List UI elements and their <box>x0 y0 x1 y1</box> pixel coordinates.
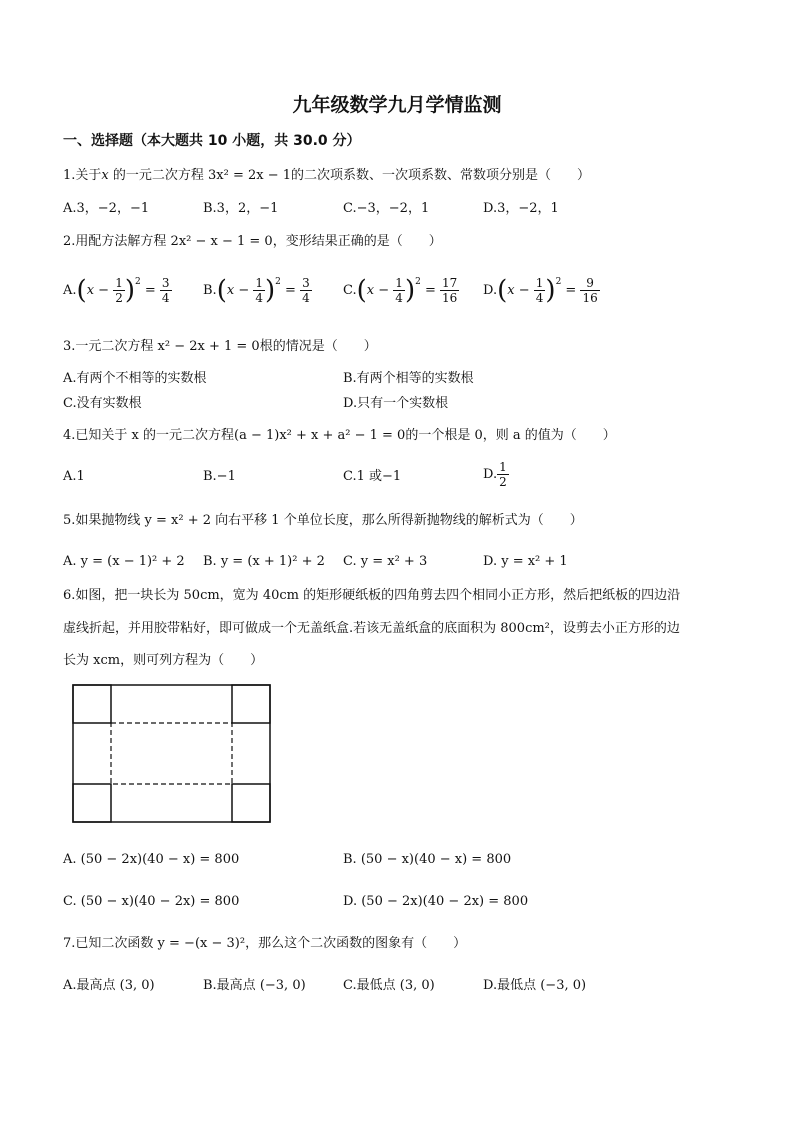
q7-option-b[interactable]: B.最高点 (−3, 0) <box>203 978 306 993</box>
q1-variable: x <box>101 168 109 183</box>
corner-square-bottom-left <box>73 784 111 822</box>
question-7: 7.已知二次函数 y = −(x − 3)²，那么这个二次函数的图象有（ ） <box>63 936 467 951</box>
q6-option-b[interactable]: B. (50 − x)(40 − x) = 800 <box>343 852 512 867</box>
q1-mid: 的一元二次方程 <box>108 168 209 183</box>
question-6-line-1: 6.如图，把一块长为 50cm，宽为 40cm 的矩形硬纸板的四角剪去四个相同小正方形，然后把纸板的四边沿 <box>63 588 681 603</box>
fold-line-rectangle <box>111 723 232 784</box>
q4-option-c[interactable]: C.1 或−1 <box>343 469 402 484</box>
question-6-line-2: 虚线折起，并用胶带粘好，即可做成一个无盖纸盒.若该无盖纸盒的底面积为 800cm²，设剪去小正方形的边 <box>63 621 680 636</box>
q7-equation: y = −(x − 3)² <box>157 936 246 951</box>
q1-option-c[interactable]: C.−3，−2，1 <box>343 201 430 216</box>
q5-option-a[interactable]: A. y = (x − 1)² + 2 <box>63 554 185 569</box>
q6-option-d[interactable]: D. (50 − 2x)(40 − 2x) = 800 <box>343 894 529 909</box>
q1-equation: 3x² = 2x − 1 <box>208 168 292 183</box>
corner-square-top-left <box>73 685 111 723</box>
q5-option-d[interactable]: D. y = x² + 1 <box>483 554 568 569</box>
q3-option-c[interactable]: C.没有实数根 <box>63 396 142 411</box>
cardboard-figure <box>72 684 272 824</box>
q2-option-a[interactable]: A.(x − $\frac{1}{2}$ )$^2$ = $\frac{3}{4}$ <box>63 275 170 306</box>
q4-equation: (a − 1)x² + x + a² − 1 = 0 <box>234 428 406 443</box>
outer-rectangle <box>73 685 270 822</box>
q5-option-c[interactable]: C. y = x² + 3 <box>343 554 428 569</box>
q1-prefix: 1.关于 <box>63 168 102 183</box>
corner-square-top-right <box>232 685 270 723</box>
q5-equation: y = x² + 2 <box>144 513 212 528</box>
q5-option-b[interactable]: B. y = (x + 1)² + 2 <box>203 554 325 569</box>
q4-option-a[interactable]: A.1 <box>63 469 85 484</box>
q7-option-d[interactable]: D.最低点 (−3, 0) <box>483 978 587 993</box>
question-3: 3.一元二次方程 x² − 2x + 1 = 0根的情况是（ ） <box>63 339 377 354</box>
section-heading: 一、选择题（本大题共 10 小题，共 30.0 分） <box>63 133 361 149</box>
q4-option-b[interactable]: B.−1 <box>203 469 236 484</box>
q1-option-d[interactable]: D.3，−2，1 <box>483 201 559 216</box>
q1-option-a[interactable]: A.3，−2，−1 <box>63 201 150 216</box>
q1-option-b[interactable]: B.3，2，−1 <box>203 201 279 216</box>
question-5: 5.如果抛物线 y = x² + 2 向右平移 1 个单位长度，那么所得新抛物线的解析式为（ ） <box>63 513 583 528</box>
q2-option-c[interactable]: C.(x − $\frac{1}{4}$ )$^2$ = $\frac{17}{16}$ <box>343 275 458 306</box>
q6-option-a[interactable]: A. (50 − 2x)(40 − x) = 800 <box>63 852 240 867</box>
q1-suffix: 的二次项系数、一次项系数、常数项分别是（ ） <box>291 168 591 183</box>
question-2 <box>63 233 442 251</box>
q3-option-d[interactable]: D.只有一个实数根 <box>343 396 449 411</box>
q3-equation: x² − 2x + 1 = 0 <box>157 339 260 354</box>
q7-option-c[interactable]: C.最低点 (3, 0) <box>343 978 435 993</box>
q2-option-b[interactable]: B.(x − $\frac{1}{4}$ )$^2$ = $\frac{3}{4}$ <box>203 275 310 306</box>
q2-suffix: ，变形结果正确的是（ ） <box>272 234 442 249</box>
q3-option-b[interactable]: B.有两个相等的实数根 <box>343 371 474 386</box>
q2-option-d[interactable]: D.(x − $\frac{1}{4}$ )$^2$ = $\frac{9}{16}$ <box>483 275 598 306</box>
page-title: 九年级数学九月学情监测 <box>292 94 502 116</box>
question-6-line-3: 长为 xcm，则可列方程为（ ） <box>63 653 264 668</box>
q2-equation: 2x² − x − 1 = 0 <box>170 234 273 249</box>
q2-prefix: 2.用配方法解方程 <box>63 234 171 249</box>
q6-option-c[interactable]: C. (50 − x)(40 − 2x) = 800 <box>63 894 240 909</box>
q4-option-d[interactable]: D. $\frac{1}{2}$ <box>483 460 507 489</box>
corner-square-bottom-right <box>232 784 270 822</box>
q3-option-a[interactable]: A.有两个不相等的实数根 <box>63 371 207 386</box>
question-1 <box>63 167 590 185</box>
question-4: 4.已知关于 x 的一元二次方程(a − 1)x² + x + a² − 1 = 0的一个根是 0，则 a 的值为（ ） <box>63 428 616 443</box>
q7-option-a[interactable]: A.最高点 (3, 0) <box>63 978 155 993</box>
